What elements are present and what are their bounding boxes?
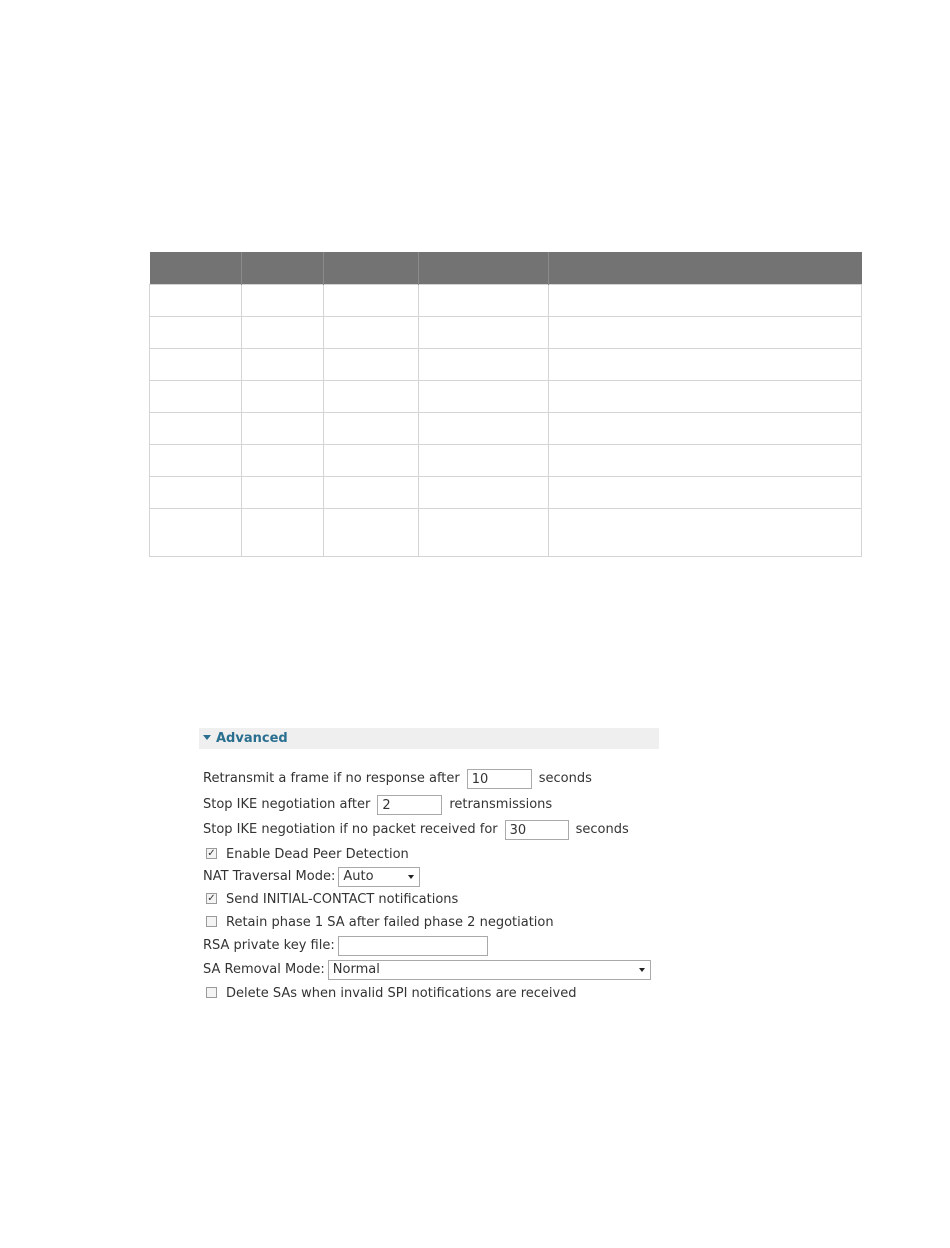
table-cell <box>324 413 419 445</box>
initial-contact-checkbox[interactable]: ✓ <box>207 893 216 904</box>
table-cell <box>419 477 549 509</box>
table-cell <box>419 509 549 557</box>
table-cell <box>419 285 549 317</box>
dpd-label: Enable Dead Peer Detection <box>226 847 409 862</box>
advanced-toggle[interactable] <box>199 728 659 749</box>
initial-contact-row <box>203 889 458 911</box>
table-row <box>150 317 862 349</box>
stop-no-packet-input[interactable]: 30 <box>505 820 569 840</box>
table-cell <box>242 381 324 413</box>
table-cell <box>324 285 419 317</box>
table-cell <box>419 317 549 349</box>
table-cell <box>150 317 242 349</box>
nat-select[interactable] <box>338 867 420 887</box>
stop-after-row <box>203 794 552 816</box>
sa-removal-select-value: Normal <box>332 961 380 977</box>
table-cell <box>549 285 862 317</box>
stop-no-packet-label: Stop IKE negotiation if no packet received for <box>203 822 498 837</box>
table-row <box>150 445 862 477</box>
retain-phase1-label: Retain phase 1 SA after failed phase 2 negotiation <box>226 915 554 930</box>
table-cell <box>549 413 862 445</box>
table-cell <box>150 349 242 381</box>
empty-table <box>149 252 862 557</box>
table-cell <box>242 285 324 317</box>
rsa-label: RSA private key file: <box>203 938 335 953</box>
table-row <box>150 413 862 445</box>
table-cell <box>150 477 242 509</box>
table-header-cell <box>150 252 242 285</box>
table-header-row <box>150 252 862 285</box>
sa-removal-row <box>203 959 651 981</box>
table-cell <box>150 285 242 317</box>
table-cell <box>549 477 862 509</box>
table-row <box>150 285 862 317</box>
stop-no-packet-row <box>203 819 629 841</box>
retain-phase1-checkbox[interactable] <box>206 916 217 927</box>
table-cell <box>549 509 862 557</box>
table-cell <box>419 413 549 445</box>
nat-row <box>203 866 420 888</box>
table-cell <box>549 317 862 349</box>
retain-phase1-row <box>203 912 554 934</box>
delete-sas-row <box>203 983 576 1005</box>
advanced-panel <box>199 728 659 1001</box>
sa-removal-label: SA Removal Mode: <box>203 962 325 977</box>
advanced-header-label: Advanced <box>216 731 288 746</box>
table-row <box>150 509 862 557</box>
table-cell <box>324 381 419 413</box>
table-header-cell <box>324 252 419 285</box>
table-cell <box>242 413 324 445</box>
dropdown-arrow-icon <box>639 968 645 972</box>
dpd-checkbox[interactable]: ✓ <box>207 848 216 859</box>
table-cell <box>150 445 242 477</box>
dropdown-arrow-icon <box>408 875 414 879</box>
table-cell <box>242 349 324 381</box>
stop-after-label: Stop IKE negotiation after <box>203 797 371 812</box>
stop-after-input[interactable]: 2 <box>377 795 442 815</box>
rsa-row <box>203 935 488 957</box>
table-cell <box>419 445 549 477</box>
table-cell <box>242 477 324 509</box>
stop-no-packet-unit: seconds <box>575 822 629 837</box>
table-cell <box>324 477 419 509</box>
nat-select-value: Auto <box>343 868 374 884</box>
table-cell <box>419 349 549 381</box>
delete-sas-label: Delete SAs when invalid SPI notifications are received <box>226 986 577 1001</box>
table-row <box>150 477 862 509</box>
rsa-key-file-input[interactable] <box>338 936 488 956</box>
table-cell <box>549 349 862 381</box>
table-header-cell <box>549 252 862 285</box>
sa-removal-select[interactable] <box>328 960 651 980</box>
table-cell <box>324 349 419 381</box>
table-header-cell <box>242 252 324 285</box>
retransmit-input[interactable]: 10 <box>467 769 532 789</box>
table-row <box>150 381 862 413</box>
table-cell <box>150 381 242 413</box>
table-cell <box>324 317 419 349</box>
caret-down-icon <box>203 735 211 740</box>
table-cell <box>324 445 419 477</box>
table-cell <box>242 445 324 477</box>
table-cell <box>549 381 862 413</box>
table-cell <box>242 509 324 557</box>
retransmit-unit: seconds <box>538 771 592 786</box>
retransmit-label: Retransmit a frame if no response after <box>203 771 460 786</box>
table-row <box>150 349 862 381</box>
table-cell <box>150 413 242 445</box>
table-header-cell <box>419 252 549 285</box>
table-cell <box>324 509 419 557</box>
dpd-row <box>203 844 409 866</box>
retransmit-row <box>203 768 592 790</box>
delete-sas-checkbox[interactable] <box>206 987 217 998</box>
table-cell <box>150 509 242 557</box>
table-cell <box>242 317 324 349</box>
nat-label: NAT Traversal Mode: <box>203 869 336 884</box>
table-cell <box>549 445 862 477</box>
table-cell <box>419 381 549 413</box>
initial-contact-label: Send INITIAL-CONTACT notifications <box>226 892 459 907</box>
stop-after-unit: retransmissions <box>449 797 553 812</box>
